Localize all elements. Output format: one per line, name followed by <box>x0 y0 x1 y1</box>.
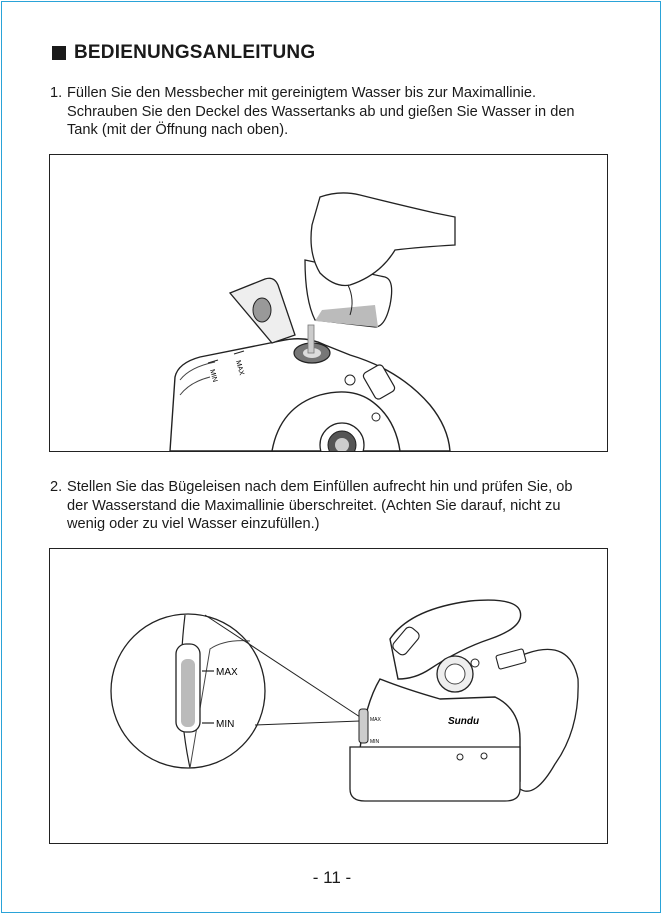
filling-illustration-svg <box>50 155 607 451</box>
instruction-step-1 <box>50 84 620 140</box>
section-heading <box>52 42 315 64</box>
upright-dial-center <box>445 664 465 684</box>
step-line: Schrauben Sie den Deckel des Wassertanks ab und gießen Sie Wasser in den <box>67 103 575 120</box>
step-number: 1. <box>50 85 63 101</box>
lid-seal <box>253 298 271 322</box>
tank-label-max: MAX <box>234 359 245 377</box>
step-line: wenig oder zu viel Wasser einzufüllen.) <box>67 516 320 532</box>
steam-icon <box>345 375 355 385</box>
callout-max-label: MAX <box>216 667 238 678</box>
step-line: Füllen Sie den Messbecher mit gereinigtem Wasser bis zur Maximallinie. <box>67 85 537 101</box>
upright-water-window <box>359 709 368 743</box>
mode-icon <box>372 413 380 421</box>
base-button-right <box>481 753 487 759</box>
step-line: Stellen Sie das Bügeleisen nach dem Einfüllen aufrecht hin und prüfen Sie, ob <box>67 479 573 495</box>
instruction-step-2 <box>50 478 620 534</box>
step-line: der Wasserstand die Maximallinie überschreitet. (Achten Sie darauf, nicht zu <box>67 497 561 514</box>
small-max-label: MAX <box>370 717 381 723</box>
pouring-hand <box>311 193 455 286</box>
callout-leader-bottom <box>255 721 360 725</box>
step-number: 2. <box>50 479 63 495</box>
upright-indicator-light <box>471 659 479 667</box>
water-stream <box>308 325 314 353</box>
soleplate-base <box>350 747 520 801</box>
page-number: - 11 - <box>312 868 352 887</box>
magnified-water-level <box>181 659 195 727</box>
callout-min-label: MIN <box>216 719 235 730</box>
illustration-filling-tank <box>49 154 608 452</box>
brand-logo: Sundu <box>448 716 480 727</box>
heading-square-bullet <box>52 46 66 60</box>
step-line: Tank (mit der Öffnung nach oben). <box>67 122 289 138</box>
illustration-water-level-check <box>49 548 608 844</box>
cord-strain-relief <box>496 649 527 670</box>
heading-text: BEDIENUNGSANLEITUNG <box>74 42 316 63</box>
tank-label-min: MIN <box>208 368 219 383</box>
base-button-left <box>457 754 463 760</box>
small-min-label: MIN <box>370 739 380 745</box>
water-level-illustration-svg <box>50 549 607 843</box>
